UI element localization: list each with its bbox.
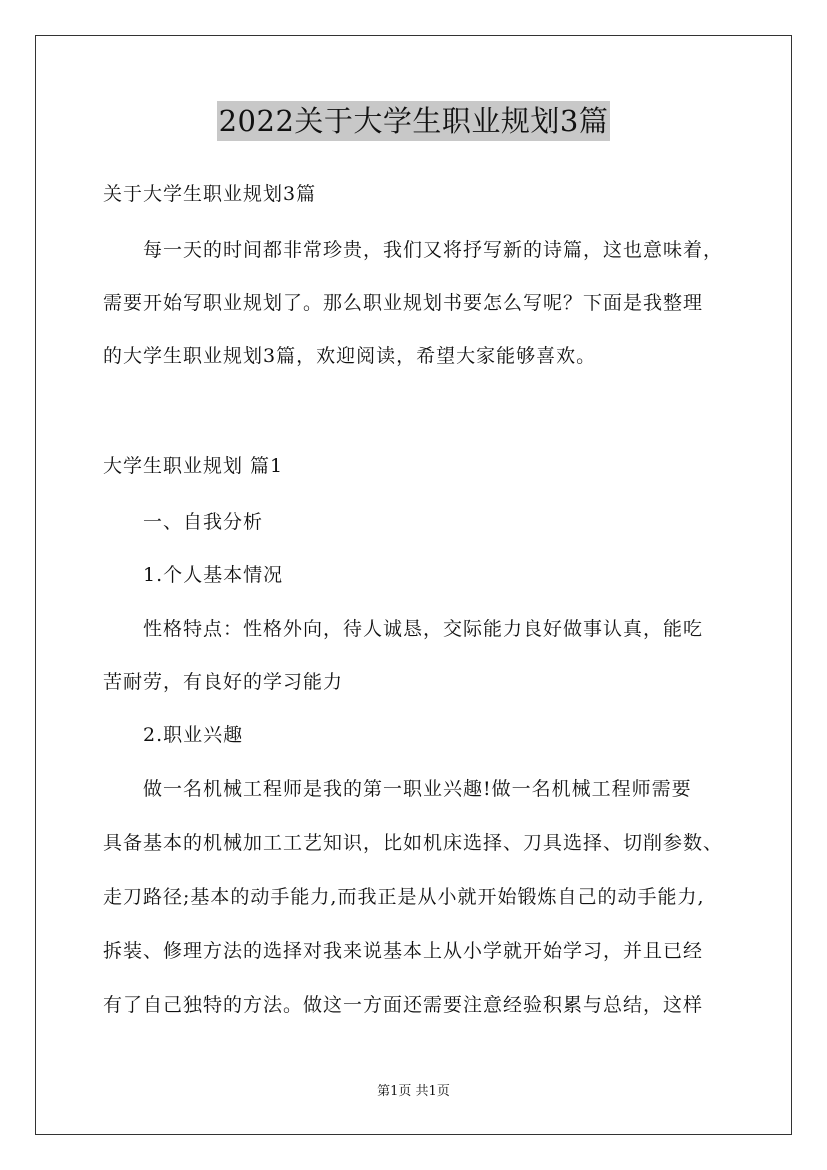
paragraph-line: 需要开始写职业规划了。那么职业规划书要怎么写呢？下面是我整理 bbox=[103, 292, 704, 314]
paragraph-line: 拆装、修理方法的选择对我来说基本上从小学就开始学习，并且已经 bbox=[103, 940, 704, 962]
subsection-heading: 一、自我分析 bbox=[143, 511, 264, 533]
subsection-heading: 2.职业兴趣 bbox=[143, 724, 244, 746]
paragraph-line: 性格特点：性格外向，待人诚恳，交际能力良好做事认真，能吃 bbox=[143, 618, 704, 640]
document-title: 2022关于大学生职业规划3篇 bbox=[217, 101, 611, 141]
paragraph-line: 做一名机械工程师是我的第一职业兴趣!做一名机械工程师需要 bbox=[143, 778, 692, 800]
paragraph-line: 有了自己独特的方法。做这一方面还需要注意经验积累与总结，这样 bbox=[103, 994, 704, 1016]
paragraph-line: 每一天的时间都非常珍贵，我们又将抒写新的诗篇，这也意味着， bbox=[143, 239, 724, 261]
paragraph-line: 的大学生职业规划3篇，欢迎阅读，希望大家能够喜欢。 bbox=[103, 345, 597, 367]
subsection-heading: 1.个人基本情况 bbox=[143, 564, 284, 586]
section-heading: 大学生职业规划 篇1 bbox=[103, 455, 284, 477]
subtitle: 关于大学生职业规划3篇 bbox=[103, 183, 317, 205]
paragraph-line: 具备基本的机械加工工艺知识，比如机床选择、刀具选择、切削参数、 bbox=[103, 832, 724, 854]
page-footer: 第1页 共1页 bbox=[377, 1084, 450, 1099]
paragraph-line: 苦耐劳，有良好的学习能力 bbox=[103, 671, 344, 693]
title-container bbox=[0, 101, 827, 141]
paragraph-line: 走刀路径;基本的动手能力,而我正是从小就开始锻炼自己的动手能力, bbox=[103, 886, 705, 908]
